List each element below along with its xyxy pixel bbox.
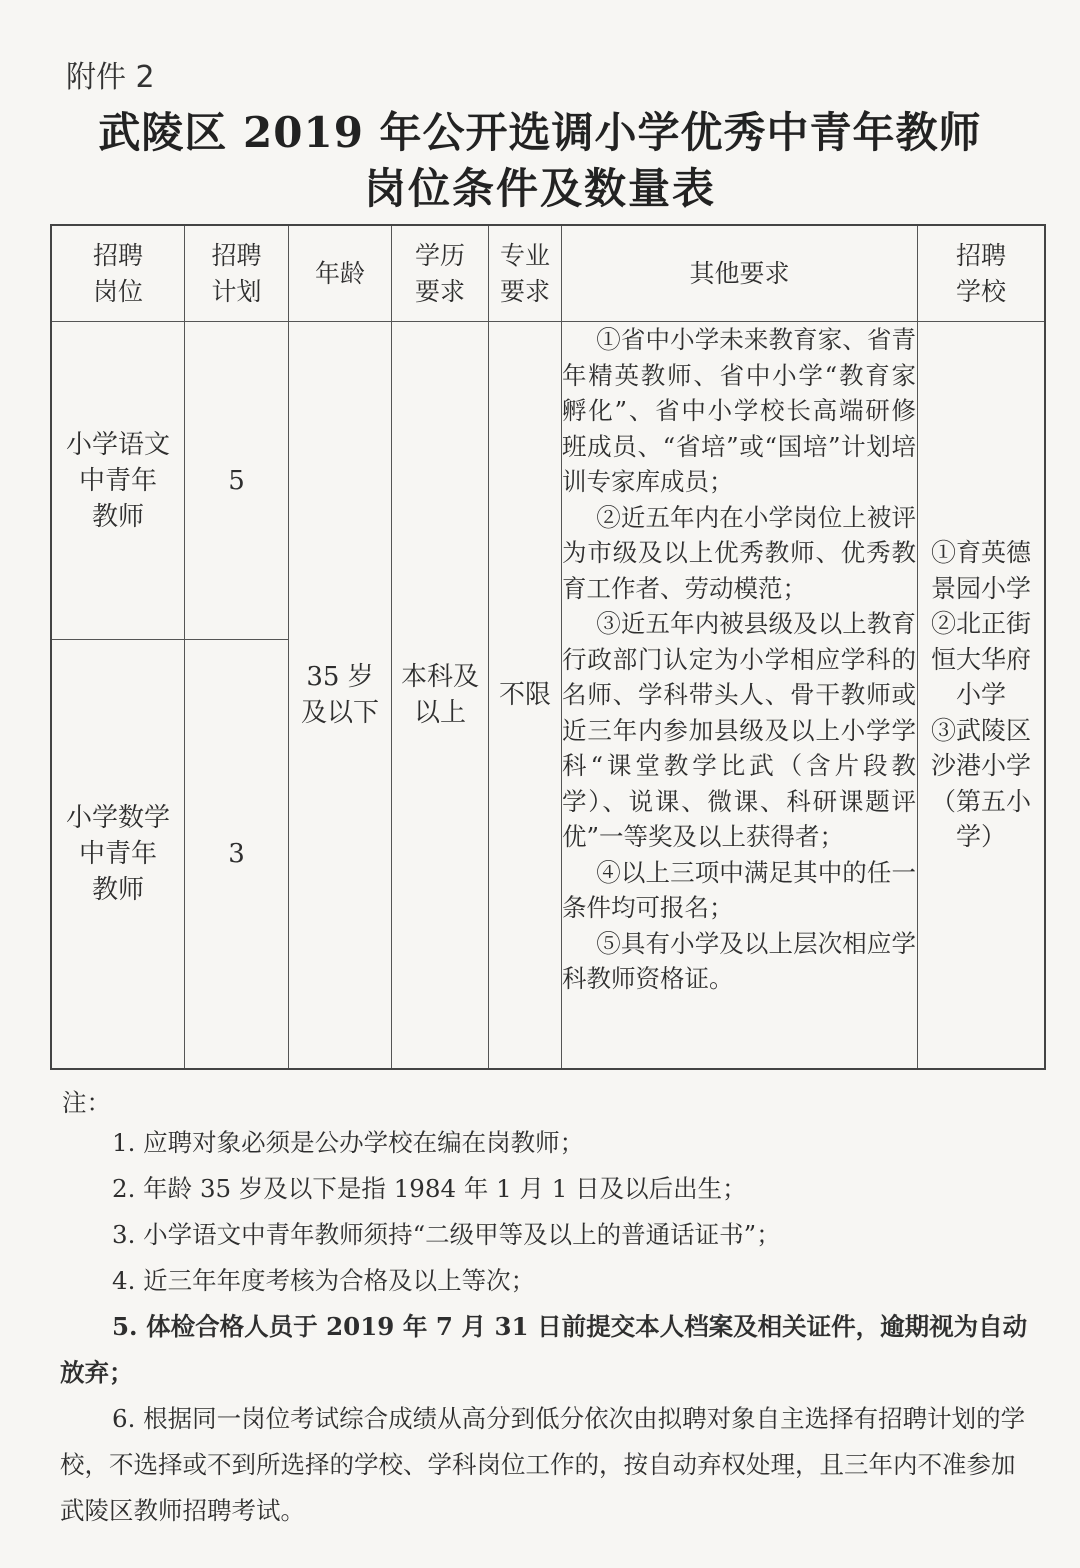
other-requirements-text	[562, 322, 916, 997]
header-other-requirements: 其他要求	[562, 226, 918, 322]
age-cell: 35 岁 及以下	[289, 322, 392, 1068]
notes-label: 注：	[62, 1088, 111, 1117]
header-age: 年龄	[289, 226, 392, 322]
note-item: 4. 近三年年度考核为合格及以上等次；	[112, 1266, 536, 1295]
header-position: 招聘 岗位	[52, 226, 185, 322]
requirement-item: ④以上三项中满足其中的任一条件均可报名；	[562, 857, 916, 922]
row1-position: 小学语文 中青年 教师	[52, 322, 185, 640]
document-subtitle: 岗位条件及数量表	[363, 164, 716, 213]
attachment-label: 附件 2	[66, 60, 155, 95]
requirement-item: ⑤具有小学及以上层次相应学科教师资格证。	[562, 928, 916, 993]
document-title: 武陵区 2019 年公开选调小学优秀中青年教师	[98, 108, 982, 157]
major-cell: 不限	[489, 322, 562, 1068]
note-item: 5. 体检合格人员于 2019 年 7 月 31 日前提交本人档案及相关证件，逾期视为自动放弃；	[60, 1312, 1028, 1387]
row1-plan: 5	[185, 322, 289, 640]
schools-cell: ①育英德 景园小学 ②北正街 恒大华府 小学 ③武陵区 沙港小学 （第五小 学）	[930, 538, 1031, 852]
education-cell: 本科及 以上	[392, 322, 489, 1068]
positions-table	[50, 224, 1046, 1070]
header-school: 招聘 学校	[918, 226, 1044, 322]
header-education: 学历 要求	[392, 226, 489, 322]
row2-plan: 3	[185, 640, 289, 1068]
note-item: 6. 根据同一岗位考试综合成绩从高分到低分依次由拟聘对象自主选择有招聘计划的学校，不选择或不到所选择的学校、学科岗位工作的，按自动弃权处理，且三年内不准参加武陵区教师招聘考试。	[60, 1404, 1026, 1525]
note-item: 3. 小学语文中青年教师须持“二级甲等及以上的普通话证书”；	[112, 1220, 781, 1249]
header-major: 专业 要求	[489, 226, 562, 322]
note-item: 1. 应聘对象必须是公办学校在编在岗教师；	[112, 1128, 585, 1157]
header-plan: 招聘 计划	[185, 226, 289, 322]
row2-position: 小学数学 中青年 教师	[52, 640, 185, 1068]
requirement-item: ①省中小学未来教育家、省青年精英教师、省中小学“教育家孵化”、省中小学校长高端研修班成员、“省培”或“国培”计划培训专家库成员；	[562, 325, 916, 496]
requirement-item: ③近五年内被县级及以上教育行政部门认定为小学相应学科的名师、学科带头人、骨干教师或近三年内参加县级及以上小学学科“课堂教学比武（含片段教学）、说课、微课、科研课题评优”一等奖及以上获得者；	[562, 609, 916, 851]
note-item: 2. 年龄 35 岁及以下是指 1984 年 1 月 1 日及以后出生；	[112, 1174, 747, 1203]
requirement-item: ②近五年内在小学岗位上被评为市级及以上优秀教师、优秀教育工作者、劳动模范；	[562, 502, 916, 603]
